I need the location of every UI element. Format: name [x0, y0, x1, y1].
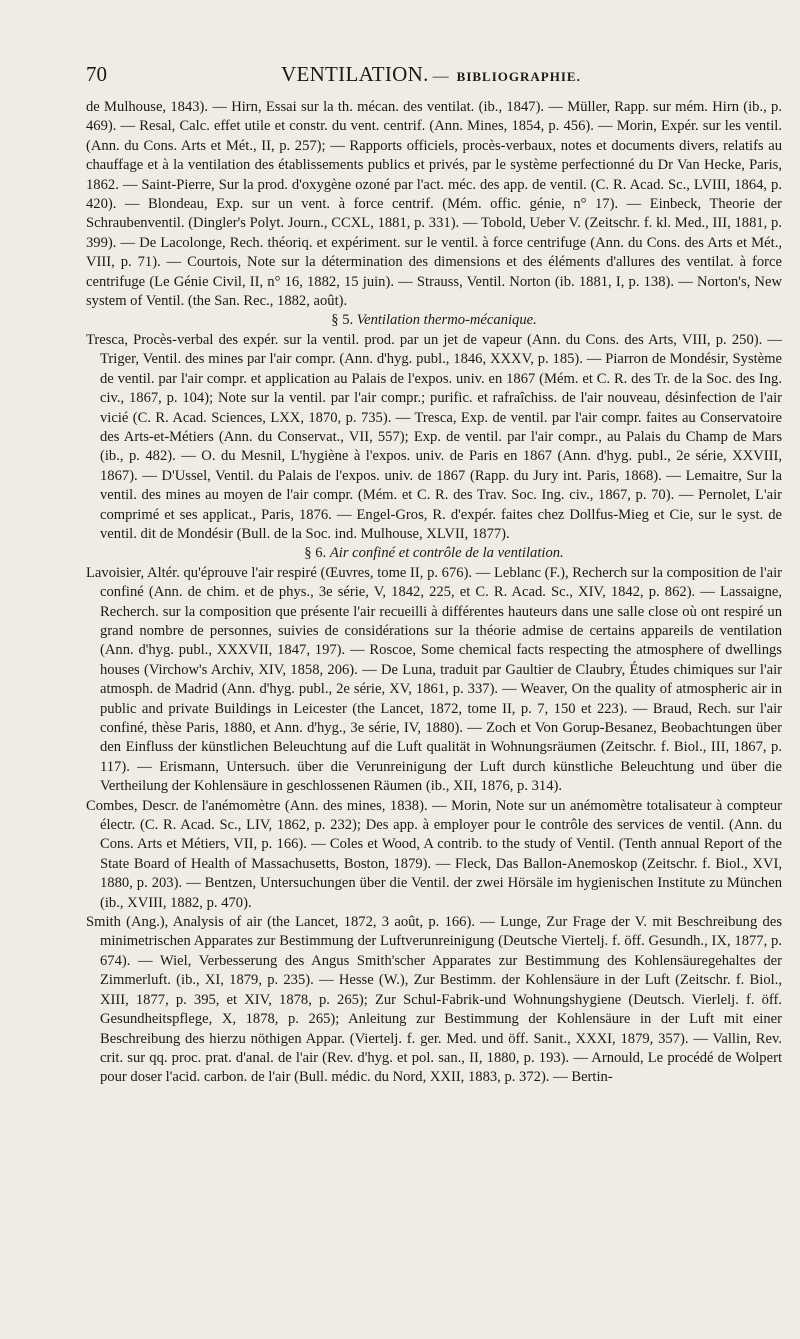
- section-heading: [86, 544, 782, 563]
- bibliography-paragraph: Smith (Ang.), Analysis of air (the Lancet, 1872, 3 août, p. 166). — Lunge, Zur Frage der V. mit Beschreibung des minimetrischen Apparates zur Bestimmung der Luftverunreinigung (Deutsche Viertelj. f. öff. Gesundh., IX, 1877, p. 674). — Wiel, Verbesserung des Angus Smith'scher Apparates zur Bestimmung des Kohlensäuregehaltes der Zimmerluft. (ib., XI, 1879, p. 235). — Hesse (W.), Zur Bestimm. der Kohlensäure in der Luft (Zeitschr. f. Biol., XIII, 1877, p. 395, et XIV, 1878, p. 265); Zur Schul-Fabrik-und Wohnungshygiene (Deutsch. Vierlelj. f. öff. Gesundheitspflege, X, 1878, p. 265); Anleitung zur Bestimmung der Kohlensäure in der Luft mit einer Beschreibung des hierzu nöthigen Appar. (Viertelj. f. ger. Med. und öff. Sanit., XXXI, 1879, 357). — Vallin, Rev. crit. sur qq. proc. prat. d'anal. de l'air (Rev. d'hyg. et pol. san., II, 1880, p. 193). — Arnould, Le procédé de Wolpert pour doser l'acid. carbon. de l'air (Bull. médic. du Nord, XXII, 1883, p. 372). — Bertin-: [86, 914, 782, 1086]
- running-title: VENTILATION.: [281, 62, 429, 86]
- header-separator: —: [432, 68, 449, 85]
- section-title: Air confiné et contrôle de la ventilation.: [329, 545, 564, 562]
- bibliography-body: [86, 98, 782, 1088]
- section-heading: [86, 311, 782, 330]
- bibliography-paragraph: Combes, Descr. de l'anémomètre (Ann. des mines, 1838). — Morin, Note sur un anémomètre totalisateur à compteur électr. (C. R. Acad. Sc., LIV, 1862, p. 232); Des app. à employer pour le contrôle des services de ventil. (Ann. du Cons. Arts et Métiers, VII, p. 166). — Coles et Wood, A contrib. to the study of Ventil. (Tenth annual Report of the State Board of Health of Massachusetts, Boston, 1879). — Fleck, Das Ballon-Anemoskop (Zeitschr. f. Biol., XVI, 1880, p. 203). — Bentzen, Untersuchungen über die Ventil. der zwei Hörsäle im hygienischen Institute zu München (ib., XVIII, 1882, p. 470).: [86, 797, 782, 911]
- section-number: § 6.: [304, 545, 327, 562]
- running-header: [86, 62, 782, 94]
- section-title: Ventilation thermo-mécanique.: [356, 312, 537, 329]
- bibliography-paragraph: Tresca, Procès-verbal des expér. sur la ventil. prod. par un jet de vapeur (Ann. du Cons. des Arts, VIII, p. 250). — Triger, Ventil. des mines par l'air compr. (Ann. d'hyg. publ., 1846, XXXV, p. 185). — Piarron de Mondésir, Système de ventil. par l'air compr. et application au Palais de l'expos. univ. en 1867 (Mém. et C. R. des Tr. de la Soc. des Ing. civ., 1867, p. 104); Note sur la ventil. par l'air compr.; purific. et rafraîchiss. de l'air nouveau, désinfection de l'air vicié (C. R. Acad. Sciences, LXX, 1870, p. 735). — Tresca, Exp. de ventil. par l'air compr. faites au Conservatoire des Arts-et-Métiers (Ann. du Conservat., VII, 557); Exp. de ventil. par l'air compr., au Palais du Champ de Mars (ib., p. 482). — O. du Mesnil, L'hygiène à l'expos. univ. de Paris en 1867 (Ann. d'hyg. publ., 2e série, XXVIII, 1867). — D'Ussel, Ventil. du Palais de l'expos. univ. de 1867 (Rapp. du Jury int. Paris, 1868). — Lemaitre, Sur la ventil. des mines au moyen de l'air compr. (Mém. et C. R. des Trav. Soc. Ing. civ., 1867, p. 70). — Pernolet, L'air comprimé et ses applicat., Paris, 1876. — Engel-Gros, R. d'expér. faites chez Dollfus-Mieg et Cie, sur le syst. de ventil. dit de Mondésir (Bull. de la Soc. ind. Mulhouse, XLVII, 1877).: [86, 331, 782, 542]
- running-subtitle: BIBLIOGRAPHIE.: [456, 69, 581, 84]
- section-number: § 5.: [331, 312, 354, 329]
- bibliography-paragraph: Lavoisier, Altér. qu'éprouve l'air respiré (Œuvres, tome II, p. 676). — Leblanc (F.), Recherch sur la composition de l'air confiné (Ann. de chim. et de phys., 3e série, V, 1842, 225, et C. R. Acad. Sc., XIV, 1842, p. 862). — Lassaigne, Recherch. sur la composition que présente l'air recueilli à différentes hauteurs dans une salle close où ont respiré un grand nombre de personnes, suivies de considérations sur la théorie admise de certains appareils de ventilation (Ann. d'hyg. publ., XXXVII, 1847, 197). — Roscoe, Some chemical facts respecting the atmosphere of dwellings houses (Virchow's Archiv, XIV, 1858, 206). — De Luna, traduit par Gaultier de Claubry, Études chimiques sur l'air atmosph. de Madrid (Ann. d'hyg. publ., 2e série, XV, 1861, p. 337). — Weaver, On the quality of atmospheric air in public and private Buildings in Leicester (the Lancet, 1872, tome II, p. 7, 150 et 223). — Braud, Rech. sur l'air confiné, thèse Paris, 1880, et Ann. d'hyg., 3e série, IV, 1880). — Zoch et Von Gorup-Besanez, Beobachtungen über den Einfluss der künstlichen Beleuchtung auf die Luft qualität in Wohnungsräumen (Zeitschr. f. Biol., III, 1867, p. 117). — Erismann, Untersuch. über die Verunreinigung der Luft durch künstliche Beleuchtung und über die Vertheilung der Kohlensäure in geschlossenen Räumen (ib., XII, 1876, p. 314).: [86, 564, 782, 795]
- page-number: 70: [86, 62, 107, 86]
- bibliography-paragraph: de Mulhouse, 1843). — Hirn, Essai sur la th. mécan. des ventilat. (ib., 1847). — Müller, Rapp. sur mém. Hirn (ib., p. 469). — Resal, Calc. effet utile et constr. du vent. centrif. (Ann. Mines, 1854, p. 456). — Morin, Expér. sur les ventil. (Ann. du Cons. Arts et Mét., II, p. 257); — Rapports officiels, procès-verbaux, notes et documents divers, relatifs au chauffage et à la ventilation des établissements publics et privés, par le système perfectionné du Dr Van Hecke, Paris, 1862. — Saint-Pierre, Sur la prod. d'oxygène ozoné par l'act. méc. des app. de ventil. (C. R. Acad. Sc., LVIII, 1864, p. 420). — Blondeau, Exp. sur un vent. à force centrif. (Mém. offic. génie, n° 17). — Einbeck, Theorie der Schraubenventil. (Dingler's Polyt. Journ., CCXL, 1881, p. 331). — Tobold, Ueber V. (Zeitschr. f. kl. Med., III, 1881, p. 399). — De Lacolonge, Rech. théoriq. et expériment. sur le ventil. à force centrifuge (Ann. du Cons. des Arts et Mét., VIII, p. 71). — Courtois, Note sur la détermination des dimensions et des éléments d'allures des ventilat. à force centrifuge (Le Génie Civil, II, n° 16, 1882, 15 juin). — Strauss, Ventil. Norton (ib. 1881, I, p. 138). — Norton's, New system of Ventil. (the San. Rec., 1882, août).: [86, 99, 782, 310]
